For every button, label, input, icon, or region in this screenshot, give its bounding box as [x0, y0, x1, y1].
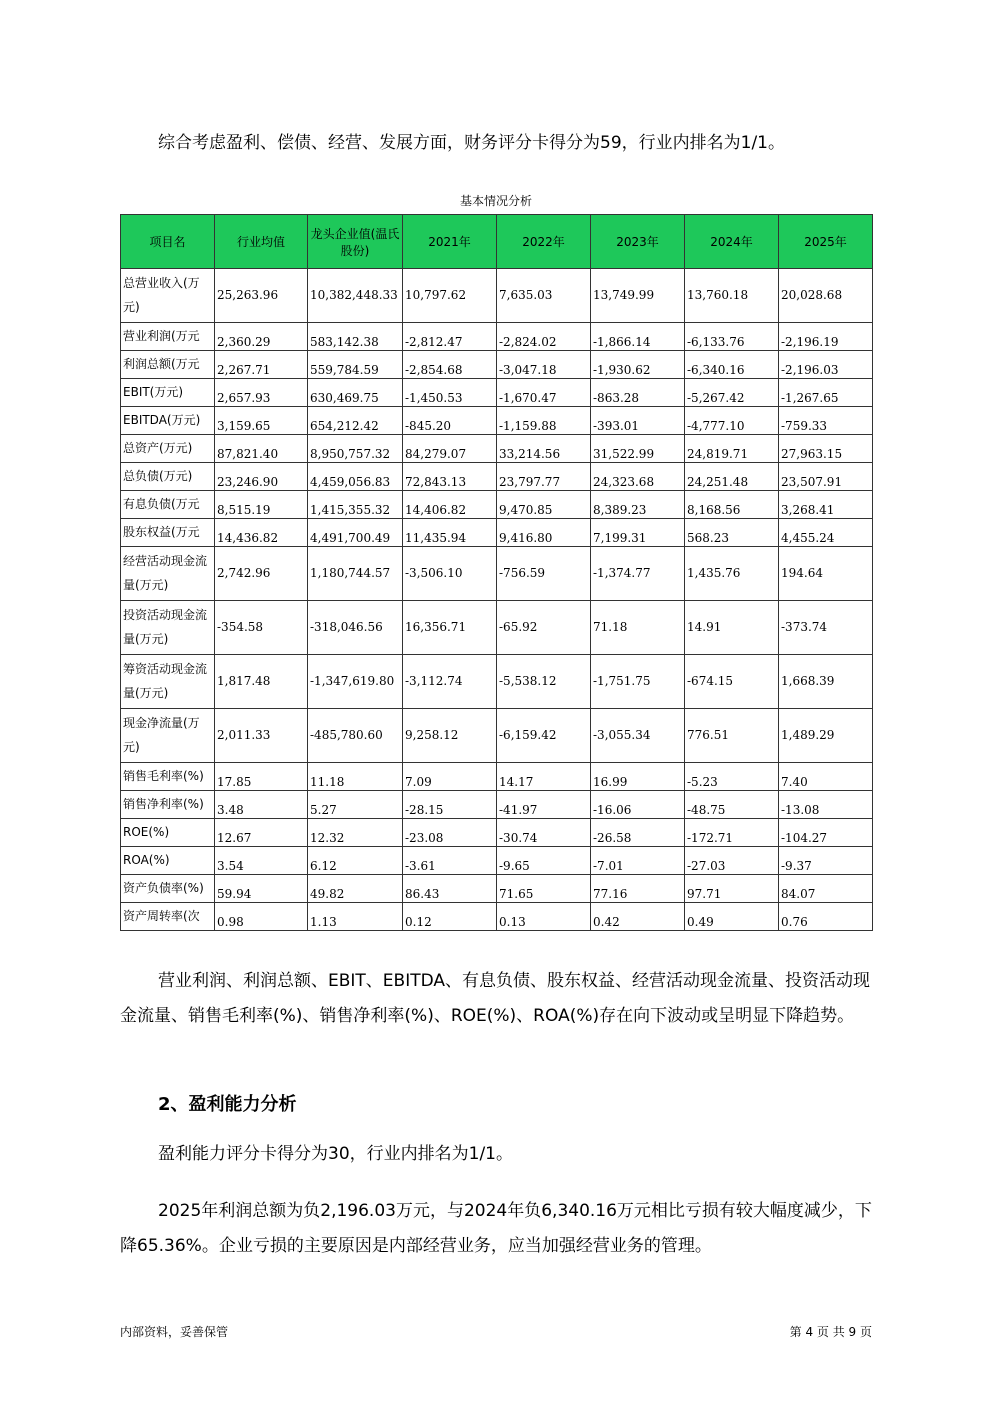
value-cell: -1,374.77: [591, 547, 685, 601]
row-label-cell: 销售毛利率(%): [121, 763, 215, 791]
value-cell: -6,340.16: [685, 351, 779, 379]
value-cell: 0.76: [779, 903, 873, 931]
value-cell: 12.32: [308, 819, 403, 847]
value-cell: -3,055.34: [591, 709, 685, 763]
value-cell: 5.27: [308, 791, 403, 819]
value-cell: 4,459,056.83: [308, 463, 403, 491]
value-cell: 25,263.96: [215, 269, 308, 323]
row-label-cell: EBITDA(万元): [121, 407, 215, 435]
value-cell: 7,199.31: [591, 519, 685, 547]
value-cell: 1,415,355.32: [308, 491, 403, 519]
value-cell: -172.71: [685, 819, 779, 847]
value-cell: -23.08: [403, 819, 497, 847]
value-cell: 17.85: [215, 763, 308, 791]
value-cell: -104.27: [779, 819, 873, 847]
value-cell: 0.49: [685, 903, 779, 931]
header-year-2025: 2025年: [779, 215, 873, 269]
value-cell: 194.64: [779, 547, 873, 601]
value-cell: -354.58: [215, 601, 308, 655]
value-cell: 20,028.68: [779, 269, 873, 323]
row-label-cell: 总营业收入(万元): [121, 269, 215, 323]
row-label-cell: 销售净利率(%): [121, 791, 215, 819]
row-label-cell: 资产负债率(%): [121, 875, 215, 903]
value-cell: 84,279.07: [403, 435, 497, 463]
value-cell: -48.75: [685, 791, 779, 819]
header-leader-value: 龙头企业值(温氏股份): [308, 215, 403, 269]
table-row: [121, 601, 873, 655]
value-cell: -674.15: [685, 655, 779, 709]
value-cell: -5,267.42: [685, 379, 779, 407]
value-cell: 23,507.91: [779, 463, 873, 491]
row-label-cell: 利润总额(万元: [121, 351, 215, 379]
value-cell: 1,668.39: [779, 655, 873, 709]
value-cell: -373.74: [779, 601, 873, 655]
value-cell: -6,159.42: [497, 709, 591, 763]
value-cell: 14.17: [497, 763, 591, 791]
value-cell: 630,469.75: [308, 379, 403, 407]
row-label-cell: EBIT(万元): [121, 379, 215, 407]
row-label-cell: 现金净流量(万元): [121, 709, 215, 763]
table-body: [121, 269, 873, 931]
value-cell: -4,777.10: [685, 407, 779, 435]
profit-score-paragraph: 盈利能力评分卡得分为30，行业内排名为1/1。: [158, 1144, 513, 1164]
value-cell: 2,742.96: [215, 547, 308, 601]
value-cell: 10,382,448.33: [308, 269, 403, 323]
value-cell: -1,670.47: [497, 379, 591, 407]
value-cell: 6.12: [308, 847, 403, 875]
value-cell: 77.16: [591, 875, 685, 903]
row-label-cell: 筹资活动现金流量(万元): [121, 655, 215, 709]
value-cell: 31,522.99: [591, 435, 685, 463]
value-cell: 71.65: [497, 875, 591, 903]
table-row: [121, 379, 873, 407]
value-cell: 11,435.94: [403, 519, 497, 547]
value-cell: 3.48: [215, 791, 308, 819]
value-cell: 84.07: [779, 875, 873, 903]
value-cell: 1,489.29: [779, 709, 873, 763]
table-header-row: [121, 215, 873, 269]
table-row: [121, 903, 873, 931]
value-cell: 16.99: [591, 763, 685, 791]
value-cell: 4,455.24: [779, 519, 873, 547]
value-cell: 9,470.85: [497, 491, 591, 519]
table-row: [121, 655, 873, 709]
value-cell: -1,347,619.80: [308, 655, 403, 709]
value-cell: -2,196.03: [779, 351, 873, 379]
value-cell: 13,749.99: [591, 269, 685, 323]
value-cell: 4,491,700.49: [308, 519, 403, 547]
value-cell: -845.20: [403, 407, 497, 435]
value-cell: 59.94: [215, 875, 308, 903]
value-cell: 0.13: [497, 903, 591, 931]
row-label-cell: ROA(%): [121, 847, 215, 875]
table-row: [121, 435, 873, 463]
header-industry-avg: 行业均值: [215, 215, 308, 269]
value-cell: -26.58: [591, 819, 685, 847]
summary-paragraph: 综合考虑盈利、偿债、经营、发展方面，财务评分卡得分为59，行业内排名为1/1。: [158, 133, 785, 153]
value-cell: 2,011.33: [215, 709, 308, 763]
value-cell: -759.33: [779, 407, 873, 435]
value-cell: 14.91: [685, 601, 779, 655]
value-cell: -5,538.12: [497, 655, 591, 709]
value-cell: 27,963.15: [779, 435, 873, 463]
value-cell: 0.42: [591, 903, 685, 931]
value-cell: 9,416.80: [497, 519, 591, 547]
value-cell: -3.61: [403, 847, 497, 875]
value-cell: 2,657.93: [215, 379, 308, 407]
value-cell: 33,214.56: [497, 435, 591, 463]
value-cell: 3,159.65: [215, 407, 308, 435]
value-cell: -30.74: [497, 819, 591, 847]
value-cell: -27.03: [685, 847, 779, 875]
value-cell: 16,356.71: [403, 601, 497, 655]
profit-detail-paragraph: 2025年利润总额为负2,196.03万元，与2024年负6,340.16万元相比亏损有较大幅度减少，下降65.36%。企业亏损的主要原因是内部经营业务，应当加强经营业务的管理。: [120, 1201, 872, 1256]
value-cell: -3,047.18: [497, 351, 591, 379]
table-row: [121, 323, 873, 351]
value-cell: 654,212.42: [308, 407, 403, 435]
value-cell: 3.54: [215, 847, 308, 875]
value-cell: 14,406.82: [403, 491, 497, 519]
value-cell: 1,435.76: [685, 547, 779, 601]
value-cell: 24,323.68: [591, 463, 685, 491]
row-label-cell: 有息负债(万元: [121, 491, 215, 519]
table-row: [121, 763, 873, 791]
value-cell: -393.01: [591, 407, 685, 435]
value-cell: -2,854.68: [403, 351, 497, 379]
value-cell: -1,866.14: [591, 323, 685, 351]
value-cell: 10,797.62: [403, 269, 497, 323]
header-year-2022: 2022年: [497, 215, 591, 269]
value-cell: 12.67: [215, 819, 308, 847]
row-label-cell: 资产周转率(次: [121, 903, 215, 931]
value-cell: 24,251.48: [685, 463, 779, 491]
row-label-cell: ROE(%): [121, 819, 215, 847]
value-cell: 14,436.82: [215, 519, 308, 547]
value-cell: 0.12: [403, 903, 497, 931]
value-cell: 583,142.38: [308, 323, 403, 351]
value-cell: 559,784.59: [308, 351, 403, 379]
row-label-cell: 总资产(万元): [121, 435, 215, 463]
value-cell: 8,515.19: [215, 491, 308, 519]
row-label-cell: 经营活动现金流量(万元): [121, 547, 215, 601]
row-label-cell: 股东权益(万元: [121, 519, 215, 547]
value-cell: 7.40: [779, 763, 873, 791]
row-label-cell: 营业利润(万元: [121, 323, 215, 351]
table-row: [121, 351, 873, 379]
value-cell: 11.18: [308, 763, 403, 791]
footer-confidential: 内部资料，妥善保管: [120, 1325, 229, 1339]
table-row: [121, 791, 873, 819]
value-cell: 8,389.23: [591, 491, 685, 519]
table-row: [121, 463, 873, 491]
value-cell: 9,258.12: [403, 709, 497, 763]
value-cell: 3,268.41: [779, 491, 873, 519]
trend-paragraph: 营业利润、利润总额、EBIT、EBITDA、有息负债、股东权益、经营活动现金流量、投资活动现金流量、销售毛利率(%)、销售净利率(%)、ROE(%)、ROA(%)存在向下波动或呈明显下降趋势。: [120, 971, 871, 1026]
value-cell: -1,159.88: [497, 407, 591, 435]
header-item-name: 项目名: [121, 215, 215, 269]
value-cell: 23,797.77: [497, 463, 591, 491]
value-cell: 13,760.18: [685, 269, 779, 323]
value-cell: -2,196.19: [779, 323, 873, 351]
value-cell: -5.23: [685, 763, 779, 791]
value-cell: -318,046.56: [308, 601, 403, 655]
value-cell: -9.37: [779, 847, 873, 875]
row-label-cell: 投资活动现金流量(万元): [121, 601, 215, 655]
value-cell: 23,246.90: [215, 463, 308, 491]
value-cell: -2,824.02: [497, 323, 591, 351]
value-cell: 8,168.56: [685, 491, 779, 519]
header-year-2024: 2024年: [685, 215, 779, 269]
value-cell: -3,506.10: [403, 547, 497, 601]
value-cell: -7.01: [591, 847, 685, 875]
table-row: [121, 847, 873, 875]
value-cell: -9.65: [497, 847, 591, 875]
value-cell: -1,267.65: [779, 379, 873, 407]
value-cell: 0.98: [215, 903, 308, 931]
value-cell: 7.09: [403, 763, 497, 791]
table-row: [121, 491, 873, 519]
table-row: [121, 709, 873, 763]
value-cell: -3,112.74: [403, 655, 497, 709]
table-row: [121, 819, 873, 847]
header-year-2021: 2021年: [403, 215, 497, 269]
value-cell: 49.82: [308, 875, 403, 903]
value-cell: -1,450.53: [403, 379, 497, 407]
financial-table: [120, 214, 873, 931]
value-cell: 24,819.71: [685, 435, 779, 463]
table-row: [121, 519, 873, 547]
value-cell: -485,780.60: [308, 709, 403, 763]
value-cell: -41.97: [497, 791, 591, 819]
value-cell: -13.08: [779, 791, 873, 819]
section-heading: 2、盈利能力分析: [158, 1094, 297, 1115]
value-cell: 71.18: [591, 601, 685, 655]
row-label-cell: 总负债(万元): [121, 463, 215, 491]
value-cell: -16.06: [591, 791, 685, 819]
value-cell: 7,635.03: [497, 269, 591, 323]
table-row: [121, 269, 873, 323]
value-cell: -65.92: [497, 601, 591, 655]
value-cell: 568.23: [685, 519, 779, 547]
value-cell: 776.51: [685, 709, 779, 763]
table-row: [121, 547, 873, 601]
value-cell: 97.71: [685, 875, 779, 903]
value-cell: 8,950,757.32: [308, 435, 403, 463]
value-cell: 2,360.29: [215, 323, 308, 351]
table-caption: 基本情况分析: [459, 194, 532, 208]
value-cell: 2,267.71: [215, 351, 308, 379]
value-cell: 86.43: [403, 875, 497, 903]
value-cell: -1,751.75: [591, 655, 685, 709]
value-cell: 1.13: [308, 903, 403, 931]
value-cell: 1,817.48: [215, 655, 308, 709]
value-cell: -863.28: [591, 379, 685, 407]
footer-page-number: 第 4 页 共 9 页: [789, 1325, 872, 1339]
header-year-2023: 2023年: [591, 215, 685, 269]
value-cell: 72,843.13: [403, 463, 497, 491]
value-cell: -1,930.62: [591, 351, 685, 379]
value-cell: 87,821.40: [215, 435, 308, 463]
table-row: [121, 875, 873, 903]
value-cell: -28.15: [403, 791, 497, 819]
value-cell: -2,812.47: [403, 323, 497, 351]
table-row: [121, 407, 873, 435]
value-cell: -756.59: [497, 547, 591, 601]
value-cell: 1,180,744.57: [308, 547, 403, 601]
value-cell: -6,133.76: [685, 323, 779, 351]
